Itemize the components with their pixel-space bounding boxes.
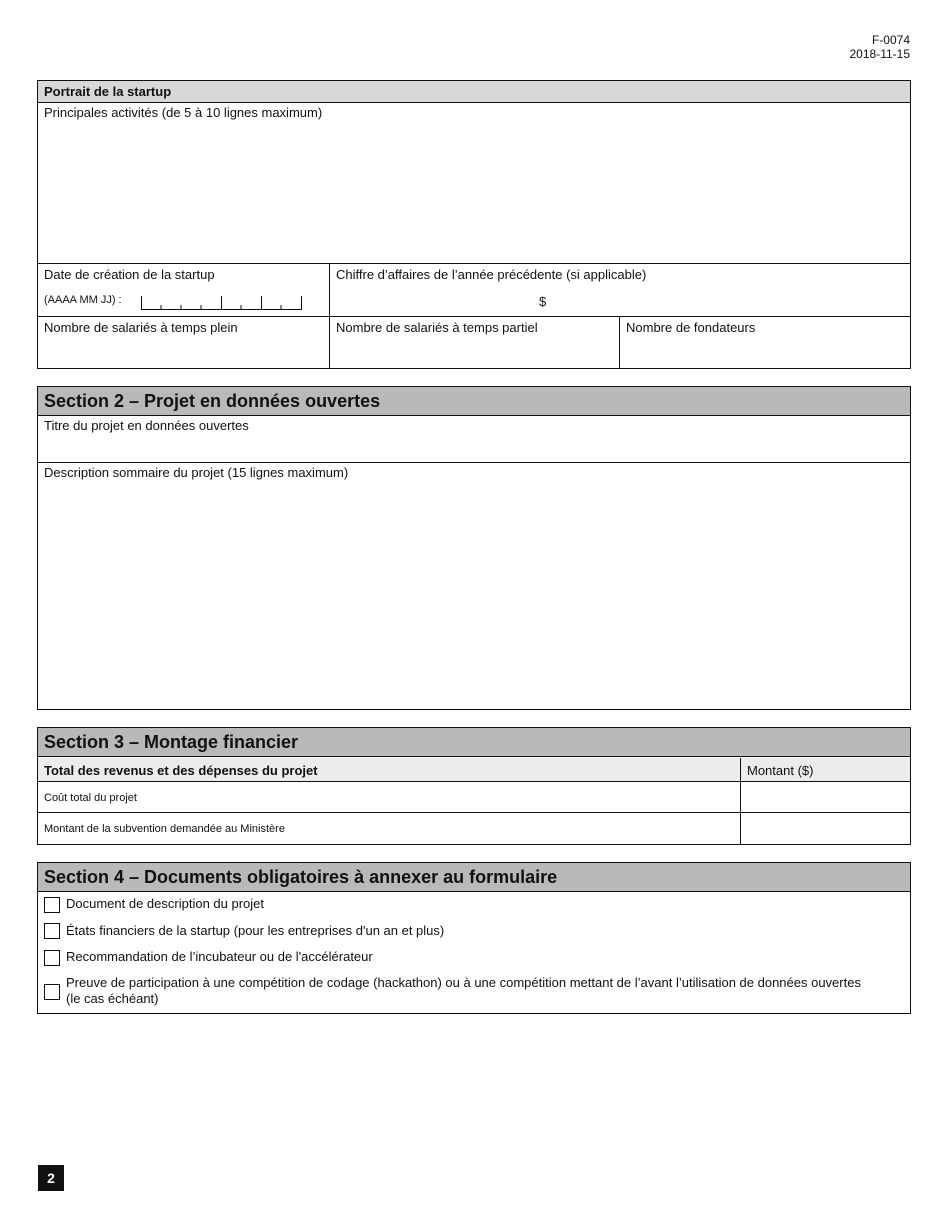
financing-table-header: [38, 758, 910, 782]
creation-date-label: Date de création de la startup: [44, 267, 215, 282]
activities-field[interactable]: [38, 103, 909, 264]
currency-symbol: $: [539, 294, 547, 309]
amount-header-label: Montant ($): [747, 763, 814, 778]
creation-date-field[interactable]: [38, 264, 329, 316]
section-1-startup-portrait: [37, 80, 911, 369]
fulltime-employees-label: Nombre de salariés à temps plein: [44, 320, 238, 335]
date-format-label: (AAAA MM JJ) :: [44, 294, 122, 306]
checkbox-financial-statements[interactable]: [44, 923, 60, 939]
item-financial-statements: États financiers de la startup (pour les entreprises d'un an et plus): [66, 923, 445, 938]
section-4-documents: [37, 862, 911, 1014]
item-hackathon-proof: Preuve de participation à une compétition de codage (hackathon) ou à une compétition mettant de l’avant l’utilisation de données ouvertes (le cas échéant): [66, 975, 861, 1006]
project-description-label: Description sommaire du projet (15 lignes maximum): [44, 465, 349, 480]
financing-row-total-cost: [38, 783, 910, 813]
form-date: 2018-11-15: [849, 47, 910, 61]
item-incubator-recommendation: Recommandation de l’incubateur ou de l'accélérateur: [66, 949, 373, 964]
section-3-title: Section 3 – Montage financier: [38, 728, 910, 757]
form-number: F-0074: [871, 33, 910, 47]
revenue-label: Chiffre d’affaires de l’année précédente (si applicable): [336, 267, 647, 282]
total-cost-label: Coût total du projet: [44, 792, 137, 804]
subsidy-label: Montant de la subvention demandée au Ministère: [44, 823, 285, 835]
checkbox-incubator-recommendation[interactable]: [44, 950, 60, 966]
section-2-title: Section 2 – Projet en données ouvertes: [38, 387, 910, 416]
checkbox-project-description[interactable]: [44, 897, 60, 913]
subsidy-amount-field[interactable]: [741, 814, 909, 844]
section-1-title: Portrait de la startup: [38, 81, 910, 103]
founders-field[interactable]: [620, 317, 910, 368]
section-2-project: [37, 386, 911, 710]
parttime-employees-label: Nombre de salariés à temps partiel: [336, 320, 538, 335]
item-project-description: Document de description du projet: [66, 896, 265, 911]
form-code: [850, 33, 911, 61]
section-3-financing: [37, 727, 911, 845]
fulltime-employees-field[interactable]: [38, 317, 329, 368]
activities-label: Principales activités (de 5 à 10 lignes maximum): [44, 105, 323, 120]
revenue-field[interactable]: [330, 264, 910, 316]
total-cost-amount-field[interactable]: [741, 783, 909, 813]
project-title-label: Titre du projet en données ouvertes: [44, 418, 249, 433]
financing-table-header-label: Total des revenus et des dépenses du projet: [44, 763, 318, 778]
founders-label: Nombre de fondateurs: [626, 320, 756, 335]
page-number: 2: [38, 1165, 64, 1191]
checkbox-hackathon-proof[interactable]: [44, 984, 60, 1000]
date-entry-grid[interactable]: [141, 294, 303, 312]
financing-row-subsidy: [38, 814, 910, 844]
parttime-employees-field[interactable]: [330, 317, 619, 368]
section-4-title: Section 4 – Documents obligatoires à annexer au formulaire: [38, 863, 910, 892]
project-description-field[interactable]: [38, 463, 909, 708]
project-title-field[interactable]: [38, 416, 909, 462]
